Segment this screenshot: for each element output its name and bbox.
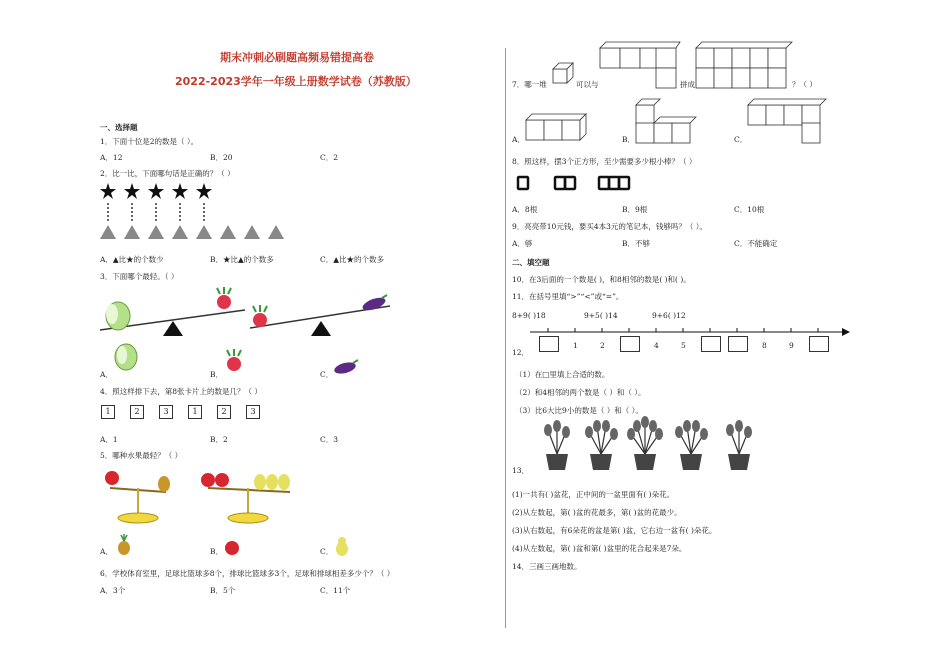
q8-option-c[interactable]: C．10根 xyxy=(734,205,765,214)
star-icon xyxy=(100,183,116,199)
option-b-cubes xyxy=(636,99,700,145)
triangle-icon xyxy=(172,225,188,239)
balance-scales-figure xyxy=(100,288,400,348)
flower-pot-icon xyxy=(675,420,708,470)
apple-icon xyxy=(201,473,215,487)
section-fill-heading: 二、填空题 xyxy=(512,258,550,267)
q3-option-b[interactable]: B． xyxy=(210,370,224,379)
option-c-cubes xyxy=(748,99,832,145)
q5-option-b[interactable]: B． xyxy=(210,547,224,556)
shape-l-figure xyxy=(600,42,680,92)
q14-text: 14．三画三画地数。 xyxy=(512,562,582,571)
pineapple-icon xyxy=(158,476,170,492)
q2-option-a[interactable]: A．▲比★的个数少 xyxy=(100,255,164,264)
q7-option-c[interactable]: C． xyxy=(734,135,748,144)
eggplant-icon xyxy=(333,360,359,376)
q5-option-a[interactable]: A． xyxy=(100,547,113,556)
q11-text: 11．在括号里填“>”“<”或“=”。 xyxy=(512,292,624,301)
tick-label: 2 xyxy=(600,341,605,350)
triangle-icon xyxy=(148,225,164,239)
q13-sub-4: (4)从左数起，第( )盆和第( )盆里的花合起来是7朵。 xyxy=(512,544,687,553)
q5-option-c[interactable]: C． xyxy=(320,547,334,556)
q2-option-b[interactable]: B．★比▲的个数多 xyxy=(210,255,274,264)
number-card: 3 xyxy=(159,405,173,419)
q3-text: 3．下面哪个最轻。（ ） xyxy=(100,272,179,281)
pear-icon xyxy=(254,474,266,490)
q9-option-c[interactable]: C．不能确定 xyxy=(734,239,778,248)
shape-big-figure xyxy=(696,42,792,92)
triangle-icon xyxy=(244,225,260,239)
tick-label: 9 xyxy=(789,341,794,350)
number-card: 2 xyxy=(130,405,144,419)
number-line-blank[interactable] xyxy=(539,336,559,352)
tick-label: 5 xyxy=(681,341,686,350)
q11-item-3[interactable]: 9+6( )12 xyxy=(652,311,686,320)
q4-text: 4．照这样排下去，第8张卡片上的数是几？（ ） xyxy=(100,387,262,396)
matching-lines xyxy=(108,203,204,221)
q9-text: 9．亮亮带10元钱，要买4本3元的笔记本，钱够吗？（ ）。 xyxy=(512,222,707,231)
radish-icon xyxy=(217,287,231,309)
q11-item-2[interactable]: 9+5( )14 xyxy=(584,311,618,320)
number-line xyxy=(530,326,850,356)
tick-label: 4 xyxy=(654,341,659,350)
star-icon xyxy=(124,183,140,199)
q1-option-c[interactable]: C．2 xyxy=(320,153,339,162)
number-line-blank[interactable] xyxy=(728,336,748,352)
number-card: 2 xyxy=(217,405,231,419)
q2-option-c[interactable]: C．▲比★的个数多 xyxy=(320,255,385,264)
radish-icon xyxy=(253,305,267,327)
q2-text: 2．比一比，下面哪句话是正确的？（ ） xyxy=(100,169,235,178)
q9-option-b[interactable]: B．不够 xyxy=(622,239,651,248)
triangle-icon xyxy=(100,225,116,239)
triangle-icons xyxy=(100,225,284,239)
number-card: 3 xyxy=(246,405,260,419)
flower-pot-icon xyxy=(627,416,663,470)
apple-icon xyxy=(224,538,242,556)
q6-option-c[interactable]: C．11个 xyxy=(320,586,351,595)
pear-icon xyxy=(334,535,350,557)
star-icon xyxy=(196,183,212,199)
tick-label: 8 xyxy=(762,341,767,350)
pear-icon xyxy=(266,474,278,490)
q6-option-b[interactable]: B．5个 xyxy=(210,586,236,595)
q1-option-b[interactable]: B．20 xyxy=(210,153,233,162)
triangle-icon xyxy=(220,225,236,239)
star-icons xyxy=(100,183,212,199)
q12-sub-2: （2）和4相邻的两个数是（ ）和（ ）。 xyxy=(515,388,646,397)
q12-sub-3: （3）比6大比9小的数是（ ）和（ ）。 xyxy=(515,406,643,415)
cabbage-icon xyxy=(114,341,140,373)
q3-option-c[interactable]: C． xyxy=(320,370,334,379)
number-card: 1 xyxy=(188,405,202,419)
star-icon xyxy=(148,183,164,199)
q13-sub-3: (3)从右数起，有6朵花的盆是第( )盆，它右边一盆有( )朵花。 xyxy=(512,526,717,535)
flower-pots-figure xyxy=(540,420,770,472)
q7-text-mid: 可以与 xyxy=(576,80,599,89)
triangle-icon xyxy=(196,225,212,239)
doc-title: 期末冲刺必刷题高频易错提高卷 xyxy=(220,51,374,64)
number-line-blank[interactable] xyxy=(809,336,829,352)
q12-sub-1: （1）在□里填上合适的数。 xyxy=(515,370,610,379)
cabbage-icon xyxy=(106,302,130,330)
star-icon xyxy=(172,183,188,199)
flower-pot-icon xyxy=(544,420,570,470)
q6-option-a[interactable]: A．3个 xyxy=(100,586,126,595)
scale-left xyxy=(100,287,245,336)
q4-option-c[interactable]: C．3 xyxy=(320,435,339,444)
q8-option-a[interactable]: A．8根 xyxy=(512,205,538,214)
triangle-icon xyxy=(268,225,284,239)
pineapple-icon xyxy=(116,534,132,556)
flower-pot-icon xyxy=(726,420,752,470)
q10-text: 10．在3后面的一个数是( )，和8相邻的数是( )和( )。 xyxy=(512,275,691,284)
section-choice-heading: 一、选择题 xyxy=(100,123,138,132)
q1-text: 1．下面十位是2的数是（ ）。 xyxy=(100,137,199,146)
q7-text-end: 拼成 xyxy=(680,80,695,89)
q7-text-start: 7．哪一堆 xyxy=(512,80,547,89)
number-card: 1 xyxy=(101,405,115,419)
q5-text: 5．哪种水果最轻？（ ） xyxy=(100,451,183,460)
column-divider xyxy=(505,48,506,628)
q11-item-1[interactable]: 8+9( )18 xyxy=(512,311,546,320)
pear-icon xyxy=(278,474,290,490)
fruit-balances-figure xyxy=(100,466,300,528)
q8-text: 8．照这样，摆3个正方形，至少需要多少根小棒？（ ） xyxy=(512,157,697,166)
q4-option-b[interactable]: B．2 xyxy=(210,435,228,444)
number-line-blank[interactable] xyxy=(701,336,721,352)
balance-right xyxy=(201,473,290,523)
single-cube-figure xyxy=(553,63,575,85)
stars-triangles-figure xyxy=(100,183,340,245)
q13-label: 13． xyxy=(512,466,530,475)
q1-option-a[interactable]: A．12 xyxy=(100,153,123,162)
apple-icon xyxy=(215,473,229,487)
doc-subtitle: 2022-2023学年一年级上册数学试卷（苏教版） xyxy=(175,75,417,88)
q3-option-a[interactable]: A． xyxy=(100,370,113,379)
q4-option-a[interactable]: A．1 xyxy=(100,435,118,444)
q7-option-a[interactable]: A． xyxy=(512,135,525,144)
tick-label: 1 xyxy=(573,341,578,350)
number-line-blank[interactable] xyxy=(620,336,640,352)
matchstick-squares-figure xyxy=(517,175,647,193)
flower-pot-icon xyxy=(585,420,618,470)
q13-sub-2: (2)从左数起，第( )盆的花最多，第( )盆的花最少。 xyxy=(512,508,682,517)
q6-text: 6．学校体育室里，足球比篮球多8个，排球比篮球多3个，足球和排球相差多少个？（ ） xyxy=(100,569,395,578)
q7-option-b[interactable]: B． xyxy=(622,135,636,144)
radish-icon xyxy=(224,348,246,374)
triangle-icon xyxy=(124,225,140,239)
option-a-cubes xyxy=(526,114,590,142)
q12-label: 12． xyxy=(512,348,530,357)
apple-icon xyxy=(105,471,119,485)
balance-left xyxy=(105,471,170,523)
q7-text-q: ？（ ） xyxy=(792,80,817,89)
q8-option-b[interactable]: B．9根 xyxy=(622,205,648,214)
q9-option-a[interactable]: A．够 xyxy=(512,239,533,248)
scale-right xyxy=(250,295,390,336)
q13-sub-1: (1)一共有( )盆花，正中间的一盆里面有( )朵花。 xyxy=(512,490,675,499)
